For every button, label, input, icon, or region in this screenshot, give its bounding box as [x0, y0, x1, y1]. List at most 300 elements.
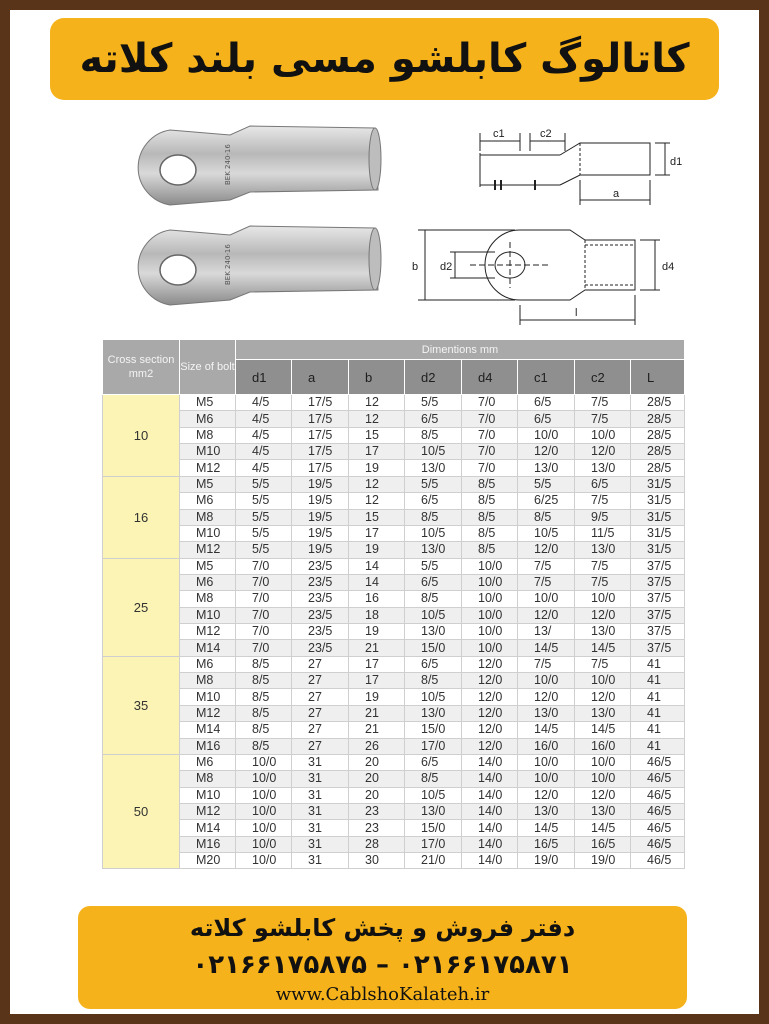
dimension-cell: 4/5	[236, 444, 292, 460]
table-row	[103, 787, 685, 803]
dimension-cell: 31	[292, 836, 349, 852]
dimension-cell: 8/5	[462, 509, 518, 525]
dimension-cell: 31/5	[631, 476, 685, 492]
dimension-cell: 14/5	[518, 722, 575, 738]
dimension-cell: 19/5	[292, 542, 349, 558]
table-row	[103, 624, 685, 640]
dimension-cell: 10/5	[405, 787, 462, 803]
dimension-cell: 12/0	[462, 673, 518, 689]
dimension-cell: 20	[349, 787, 405, 803]
dimension-cell: 37/5	[631, 558, 685, 574]
table-row	[103, 771, 685, 787]
dimension-cell: 12/0	[575, 607, 631, 623]
dimension-cell: 17/0	[405, 836, 462, 852]
dimension-cell: 8/5	[236, 722, 292, 738]
dimensions-header: Dimentions mm	[236, 340, 685, 360]
dimension-cell: 8/5	[236, 673, 292, 689]
bolt-size-cell: M8	[180, 591, 236, 607]
bolt-size-cell: M8	[180, 771, 236, 787]
bolt-size-cell: M10	[180, 444, 236, 460]
dimension-cell: 8/5	[405, 591, 462, 607]
label-d2: d2	[440, 261, 453, 273]
bolt-size-cell: M14	[180, 820, 236, 836]
dimension-cell: 12/0	[518, 689, 575, 705]
cross-section-header: Cross section mm2	[103, 340, 180, 395]
dimension-cell: 23/5	[292, 591, 349, 607]
bolt-size-cell: M14	[180, 722, 236, 738]
label-b: b	[412, 261, 419, 273]
dimension-cell: 16/0	[518, 738, 575, 754]
table-row	[103, 509, 685, 525]
dimension-cell: 28/5	[631, 427, 685, 443]
dimension-cell: 19/5	[292, 476, 349, 492]
column-header-a: a	[292, 360, 349, 395]
dimension-cell: 37/5	[631, 640, 685, 656]
dimension-cell: 13/	[518, 624, 575, 640]
dimension-cell: 6/5	[575, 476, 631, 492]
top-view-diagram	[400, 220, 700, 330]
bolt-size-cell: M12	[180, 460, 236, 476]
dimension-cell: 12/0	[462, 705, 518, 721]
table-row	[103, 476, 685, 492]
dimension-cell: 37/5	[631, 607, 685, 623]
dimension-cell: 23/5	[292, 558, 349, 574]
dimension-cell: 10/0	[462, 607, 518, 623]
dimension-cell: 28/5	[631, 460, 685, 476]
dimension-cell: 27	[292, 705, 349, 721]
table-row	[103, 395, 685, 411]
bolt-size-cell: M20	[180, 853, 236, 869]
dimension-cell: 31	[292, 787, 349, 803]
dimension-cell: 14/5	[575, 820, 631, 836]
dimension-cell: 19	[349, 460, 405, 476]
bolt-size-cell: M12	[180, 624, 236, 640]
dimension-cell: 13/0	[405, 460, 462, 476]
dimension-cell: 41	[631, 673, 685, 689]
dimension-cell: 31/5	[631, 542, 685, 558]
dimension-cell: 10/0	[236, 771, 292, 787]
dimension-cell: 10/0	[575, 591, 631, 607]
dimension-cell: 13/0	[405, 803, 462, 819]
dimension-cell: 7/0	[462, 460, 518, 476]
dimension-cell: 7/0	[236, 640, 292, 656]
dimension-cell: 8/5	[518, 509, 575, 525]
cross-section-cell: 35	[103, 656, 180, 754]
dimension-cell: 16	[349, 591, 405, 607]
dimension-cell: 10/0	[462, 624, 518, 640]
dimension-cell: 23	[349, 803, 405, 819]
dimension-cell: 12/0	[518, 607, 575, 623]
dimension-cell: 14	[349, 574, 405, 590]
dimension-cell: 7/5	[575, 493, 631, 509]
bolt-size-cell: M10	[180, 689, 236, 705]
dimension-cell: 10/0	[236, 853, 292, 869]
dimension-cell: 10/0	[462, 574, 518, 590]
dimension-cell: 12	[349, 476, 405, 492]
title-banner	[50, 18, 719, 100]
bolt-size-cell: M12	[180, 705, 236, 721]
dimension-cell: 10/0	[518, 771, 575, 787]
dimension-cell: 16/5	[518, 836, 575, 852]
table-row	[103, 591, 685, 607]
table-row	[103, 411, 685, 427]
lug-stamp-bottom: BEK 240-16	[224, 244, 232, 285]
dimension-cell: 7/5	[575, 558, 631, 574]
dimension-cell: 14/0	[462, 771, 518, 787]
label-c1: c1	[493, 128, 505, 140]
dimension-cell: 14/5	[518, 640, 575, 656]
dimension-cell: 31	[292, 853, 349, 869]
dimension-cell: 12/0	[518, 787, 575, 803]
dimension-cell: 8/5	[405, 771, 462, 787]
spec-table-container	[102, 339, 685, 869]
dimension-cell: 7/0	[462, 444, 518, 460]
dimension-cell: 27	[292, 738, 349, 754]
dimension-cell: 13/0	[575, 624, 631, 640]
bolt-size-cell: M12	[180, 803, 236, 819]
dimension-cell: 10/0	[236, 836, 292, 852]
dimension-cell: 13/0	[518, 460, 575, 476]
dimension-cell: 28/5	[631, 411, 685, 427]
bolt-size-cell: M6	[180, 656, 236, 672]
dimension-cell: 28	[349, 836, 405, 852]
dimension-cell: 15/0	[405, 722, 462, 738]
dimension-cell: 21	[349, 722, 405, 738]
column-header-c2: c2	[575, 360, 631, 395]
dimension-cell: 7/5	[518, 574, 575, 590]
dimension-cell: 46/5	[631, 820, 685, 836]
dimension-cell: 31	[292, 754, 349, 770]
dimension-cell: 13/0	[575, 460, 631, 476]
dimension-cell: 10/0	[236, 787, 292, 803]
dimension-cell: 7/0	[236, 591, 292, 607]
dimension-cell: 13/0	[575, 803, 631, 819]
dimension-cell: 8/5	[236, 656, 292, 672]
bolt-size-cell: M5	[180, 558, 236, 574]
dimension-cell: 12/0	[575, 787, 631, 803]
dimension-cell: 7/5	[575, 656, 631, 672]
lug-stamp-top: BEK 240-16	[224, 144, 232, 185]
page-title: کاتالوگ کابلشو مسی بلند کلاته	[79, 36, 690, 82]
dimension-cell: 7/0	[236, 624, 292, 640]
dimension-cell: 8/5	[405, 427, 462, 443]
dimension-cell: 41	[631, 656, 685, 672]
label-a: a	[613, 188, 620, 200]
dimension-cell: 13/0	[518, 803, 575, 819]
column-header-l: L	[631, 360, 685, 395]
dimension-cell: 8/5	[405, 673, 462, 689]
dimension-cell: 5/5	[236, 476, 292, 492]
dimension-cell: 4/5	[236, 411, 292, 427]
dimension-cell: 14/0	[462, 803, 518, 819]
dimension-cell: 8/5	[462, 493, 518, 509]
dimension-cell: 5/5	[518, 476, 575, 492]
dimension-cell: 46/5	[631, 853, 685, 869]
dimension-cell: 15	[349, 427, 405, 443]
dimension-cell: 14/0	[462, 836, 518, 852]
bolt-size-cell: M8	[180, 509, 236, 525]
dimension-cell: 10/5	[405, 444, 462, 460]
dimension-cell: 7/5	[575, 395, 631, 411]
dimension-cell: 7/0	[462, 427, 518, 443]
dimension-cell: 10/5	[405, 607, 462, 623]
dimension-cell: 8/5	[236, 705, 292, 721]
table-row	[103, 493, 685, 509]
bolt-size-cell: M14	[180, 640, 236, 656]
dimension-cell: 17/5	[292, 427, 349, 443]
dimension-cell: 6/25	[518, 493, 575, 509]
dimension-cell: 7/5	[575, 574, 631, 590]
dimension-cell: 21	[349, 705, 405, 721]
table-row	[103, 803, 685, 819]
dimension-cell: 23/5	[292, 574, 349, 590]
catalog-page	[10, 10, 759, 1014]
dimension-cell: 14/0	[462, 853, 518, 869]
table-row	[103, 836, 685, 852]
label-d4: d4	[662, 261, 675, 273]
dimension-cell: 6/5	[405, 574, 462, 590]
dimension-cell: 10/0	[575, 427, 631, 443]
dimension-cell: 10/0	[518, 427, 575, 443]
dimension-cell: 5/5	[405, 395, 462, 411]
dimension-cell: 12/0	[575, 444, 631, 460]
dimension-cell: 27	[292, 722, 349, 738]
dimension-cell: 23/5	[292, 640, 349, 656]
dimension-cell: 7/0	[462, 395, 518, 411]
dimension-cell: 31	[292, 771, 349, 787]
dimension-cell: 10/0	[462, 591, 518, 607]
dimension-cell: 10/0	[575, 754, 631, 770]
dimension-cell: 28/5	[631, 395, 685, 411]
column-header-d2: d2	[405, 360, 462, 395]
table-row	[103, 444, 685, 460]
dimension-cell: 20	[349, 754, 405, 770]
column-header-b: b	[349, 360, 405, 395]
dimension-cell: 8/5	[236, 689, 292, 705]
dimension-cell: 17/5	[292, 444, 349, 460]
dimension-cell: 10/5	[405, 689, 462, 705]
dimension-cell: 31/5	[631, 493, 685, 509]
dimension-cell: 28/5	[631, 444, 685, 460]
dimension-cell: 46/5	[631, 787, 685, 803]
dimension-cell: 8/5	[405, 509, 462, 525]
dimension-cell: 15/0	[405, 820, 462, 836]
dimension-cell: 17	[349, 673, 405, 689]
dimension-cell: 14/5	[575, 722, 631, 738]
dimension-cell: 6/5	[518, 395, 575, 411]
table-row	[103, 722, 685, 738]
dimension-cell: 31/5	[631, 509, 685, 525]
table-row	[103, 705, 685, 721]
dimension-cell: 14/5	[575, 640, 631, 656]
dimension-cell: 31	[292, 820, 349, 836]
dimension-cell: 7/5	[518, 656, 575, 672]
dimension-cell: 21/0	[405, 853, 462, 869]
dimension-cell: 41	[631, 738, 685, 754]
dimension-cell: 12	[349, 493, 405, 509]
bolt-size-cell: M12	[180, 542, 236, 558]
dimension-cell: 13/0	[575, 542, 631, 558]
dimension-cell: 20	[349, 771, 405, 787]
dimension-cell: 10/0	[518, 591, 575, 607]
cross-section-cell: 16	[103, 476, 180, 558]
table-row	[103, 460, 685, 476]
dimension-cell: 46/5	[631, 803, 685, 819]
dimension-cell: 13/0	[518, 705, 575, 721]
dimension-cell: 41	[631, 722, 685, 738]
table-row	[103, 689, 685, 705]
bolt-size-cell: M10	[180, 525, 236, 541]
dimension-cell: 7/0	[236, 558, 292, 574]
dimension-cell: 19/5	[292, 493, 349, 509]
label-c2: c2	[540, 128, 552, 140]
dimension-cell: 13/0	[575, 705, 631, 721]
dimension-cell: 14/0	[462, 754, 518, 770]
table-row	[103, 853, 685, 869]
dimension-cell: 37/5	[631, 624, 685, 640]
table-row	[103, 640, 685, 656]
dimension-cell: 19	[349, 542, 405, 558]
dimension-cell: 10/0	[462, 640, 518, 656]
dimension-cell: 12/0	[518, 444, 575, 460]
dimension-cell: 7/0	[236, 574, 292, 590]
dimension-cell: 15	[349, 509, 405, 525]
lug-photo-bottom	[130, 220, 390, 320]
dimension-cell: 27	[292, 673, 349, 689]
dimension-cell: 19	[349, 624, 405, 640]
sales-office-title: دفتر فروش و پخش کابلشو کلاته	[189, 914, 576, 942]
dimension-cell: 27	[292, 689, 349, 705]
dimension-cell: 8/5	[462, 525, 518, 541]
dimension-cell: 10/0	[462, 558, 518, 574]
bolt-size-cell: M8	[180, 427, 236, 443]
column-header-c1: c1	[518, 360, 575, 395]
bolt-size-cell: M10	[180, 787, 236, 803]
dimension-cell: 46/5	[631, 754, 685, 770]
dimension-cell: 11/5	[575, 525, 631, 541]
dimension-cell: 17	[349, 525, 405, 541]
dimension-cell: 7/0	[236, 607, 292, 623]
dimension-cell: 46/5	[631, 771, 685, 787]
cross-section-cell: 25	[103, 558, 180, 656]
dimension-cell: 37/5	[631, 591, 685, 607]
dimension-cell: 17	[349, 444, 405, 460]
dimension-cell: 14/5	[518, 820, 575, 836]
bolt-size-cell: M10	[180, 607, 236, 623]
dimension-cell: 37/5	[631, 574, 685, 590]
dimension-cell: 12/0	[462, 738, 518, 754]
dimension-cell: 5/5	[405, 476, 462, 492]
bolt-size-cell: M6	[180, 411, 236, 427]
bolt-size-cell: M6	[180, 574, 236, 590]
dimension-cell: 41	[631, 705, 685, 721]
table-row	[103, 542, 685, 558]
table-row	[103, 607, 685, 623]
dimension-cell: 5/5	[236, 542, 292, 558]
dimension-cell: 10/0	[236, 803, 292, 819]
dimension-cell: 17/5	[292, 395, 349, 411]
dimension-cell: 13/0	[405, 705, 462, 721]
dimension-cell: 6/5	[405, 656, 462, 672]
dimension-cell: 5/5	[236, 525, 292, 541]
dimension-cell: 31	[292, 803, 349, 819]
website-link[interactable]: www.CablshoKalateh.ir	[275, 984, 490, 1005]
dimension-cell: 16/5	[575, 836, 631, 852]
dimension-cell: 12/0	[462, 689, 518, 705]
dimension-cell: 18	[349, 607, 405, 623]
dimension-cell: 13/0	[405, 542, 462, 558]
table-row	[103, 738, 685, 754]
table-row	[103, 673, 685, 689]
dimension-cell: 12	[349, 395, 405, 411]
bolt-size-cell: M16	[180, 836, 236, 852]
dimension-cell: 10/0	[236, 754, 292, 770]
dimension-cell: 46/5	[631, 836, 685, 852]
label-d1: d1	[670, 156, 683, 168]
dimension-cell: 10/0	[236, 820, 292, 836]
bolt-size-cell: M8	[180, 673, 236, 689]
dimension-cell: 8/5	[236, 738, 292, 754]
dimension-cell: 6/5	[405, 754, 462, 770]
dimension-cell: 17	[349, 656, 405, 672]
spec-table-body	[103, 395, 685, 869]
dimension-cell: 14	[349, 558, 405, 574]
dimension-cell: 41	[631, 689, 685, 705]
dimension-cell: 12	[349, 411, 405, 427]
dimension-cell: 16/0	[575, 738, 631, 754]
dimension-cell: 17/0	[405, 738, 462, 754]
lug-photo-top	[130, 120, 390, 220]
dimension-cell: 19/5	[292, 525, 349, 541]
dimension-cell: 15/0	[405, 640, 462, 656]
table-row	[103, 427, 685, 443]
dimension-cell: 19/5	[292, 509, 349, 525]
dimension-cell: 17/5	[292, 460, 349, 476]
dimension-cell: 6/5	[518, 411, 575, 427]
table-row	[103, 820, 685, 836]
bolt-size-cell: M16	[180, 738, 236, 754]
table-row	[103, 656, 685, 672]
dimension-cell: 8/5	[462, 476, 518, 492]
dimension-cell: 12/0	[575, 689, 631, 705]
table-row	[103, 754, 685, 770]
dimension-cell: 17/5	[292, 411, 349, 427]
bolt-size-header: Size of bolt	[180, 340, 236, 395]
dimension-cell: 12/0	[462, 722, 518, 738]
dimension-cell: 19/0	[575, 853, 631, 869]
dimension-cell: 14/0	[462, 787, 518, 803]
dimension-cell: 12/0	[462, 656, 518, 672]
dimension-cell: 23/5	[292, 624, 349, 640]
table-row	[103, 525, 685, 541]
dimension-cell: 6/5	[405, 411, 462, 427]
dimension-cell: 4/5	[236, 395, 292, 411]
dimension-cell: 8/5	[462, 542, 518, 558]
dimension-cell: 10/0	[575, 673, 631, 689]
phone-numbers: ۰۲۱۶۶۱۷۵۸۷۵ – ۰۲۱۶۶۱۷۵۸۷۱	[192, 950, 573, 980]
side-view-diagram	[465, 125, 705, 215]
bolt-size-cell: M5	[180, 395, 236, 411]
dimension-cell: 5/5	[236, 509, 292, 525]
column-header-d1: d1	[236, 360, 292, 395]
column-header-d4: d4	[462, 360, 518, 395]
spec-table	[102, 339, 685, 869]
dimension-cell: 23	[349, 820, 405, 836]
dimension-cell: 9/5	[575, 509, 631, 525]
dimension-cell: 14/0	[462, 820, 518, 836]
dimension-cell: 23/5	[292, 607, 349, 623]
label-l: l	[575, 307, 578, 319]
